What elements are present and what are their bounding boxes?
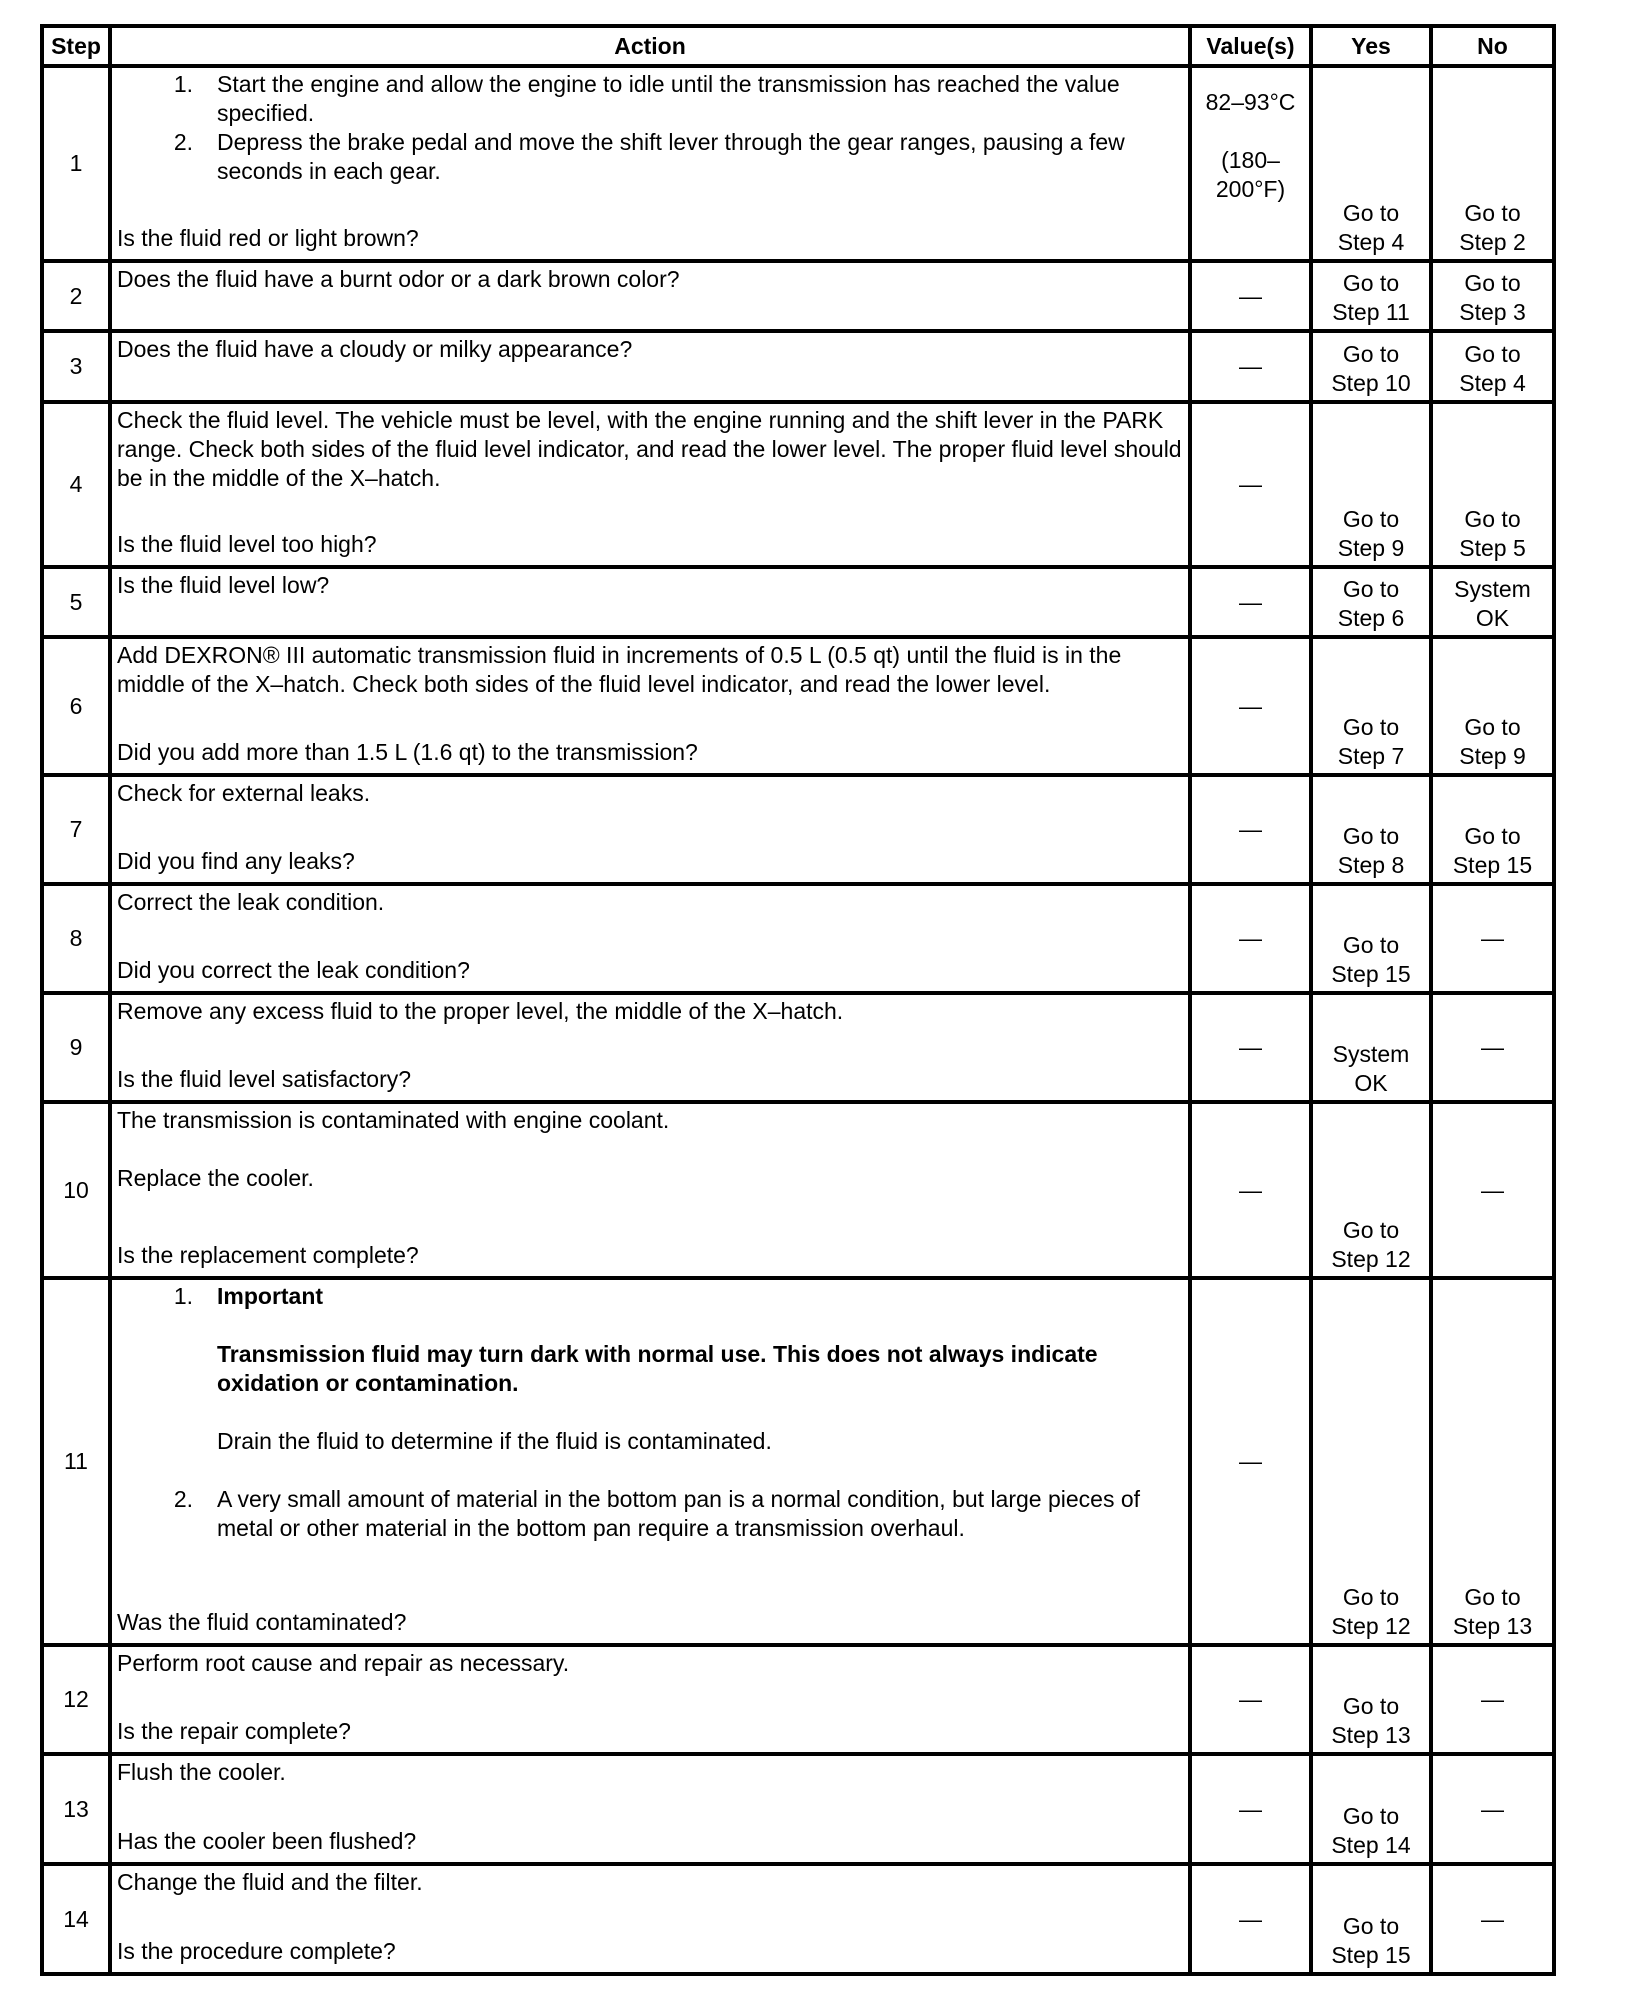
- table-row: [42, 567, 1554, 637]
- action-content: [117, 70, 1183, 253]
- value-cell: —: [1190, 637, 1311, 775]
- value-cell: —: [1190, 1645, 1311, 1754]
- table-row: [42, 1754, 1554, 1864]
- action-text: Correct the leak condition.: [117, 889, 385, 915]
- yes-cell: Go to Step 11: [1311, 261, 1431, 331]
- yes-cell: Go to Step 12: [1311, 1102, 1431, 1278]
- item-subtext: Drain the fluid to determine if the fluid is contaminated.: [217, 1428, 772, 1454]
- action-content: [117, 997, 1183, 1094]
- table-row: [42, 993, 1554, 1102]
- step-number: 3: [42, 331, 110, 402]
- blank-line: [117, 808, 1183, 837]
- blank-line: [117, 1026, 1183, 1055]
- blank-line: [117, 917, 1183, 946]
- action-cell: [110, 1864, 1190, 1974]
- step-number: 11: [42, 1278, 110, 1645]
- value-cell: —: [1190, 1102, 1311, 1278]
- header-no: No: [1431, 26, 1554, 66]
- no-cell: —: [1431, 884, 1554, 993]
- blank-line: [117, 1193, 1183, 1222]
- blank-line: [117, 1787, 1183, 1816]
- numbered-item: [117, 128, 1183, 186]
- no-cell: —: [1431, 1754, 1554, 1864]
- value-cell: 82–93°C (180– 200°F): [1190, 66, 1311, 261]
- action-text: Add DEXRON® III automatic transmission fluid in increments of 0.5 L (0.5 qt) until the fluid is in the middle of the X–hatch. Check both sides of the fluid level indicator, and read the lower level.: [117, 642, 1122, 697]
- value-cell: —: [1190, 1754, 1311, 1864]
- action-cell: [110, 567, 1190, 637]
- blank-line: [117, 1456, 1183, 1485]
- value-cell: —: [1190, 775, 1311, 884]
- action-text: Is the replacement complete?: [117, 1242, 419, 1268]
- step-number: 14: [42, 1864, 110, 1974]
- yes-cell: System OK: [1311, 993, 1431, 1102]
- header-action: Action: [110, 26, 1190, 66]
- value-cell: —: [1190, 567, 1311, 637]
- blank-line: [117, 1543, 1183, 1572]
- action-body: [117, 1106, 1183, 1222]
- action-cell: [110, 1645, 1190, 1754]
- table-row: [42, 402, 1554, 567]
- table-row: [42, 775, 1554, 884]
- action-body: [117, 1868, 1183, 1926]
- header-row: [42, 26, 1554, 66]
- action-text: The transmission is contaminated with engine coolant.: [117, 1107, 670, 1133]
- table-row: [42, 637, 1554, 775]
- action-text: Flush the cooler.: [117, 1759, 286, 1785]
- action-text: Perform root cause and repair as necessary.: [117, 1650, 570, 1676]
- step-number: 9: [42, 993, 110, 1102]
- action-cell: [110, 261, 1190, 331]
- action-text: Is the fluid red or light brown?: [117, 225, 419, 251]
- table-row: [42, 66, 1554, 261]
- action-cell: [110, 66, 1190, 261]
- action-cell: [110, 1102, 1190, 1278]
- action-body: [117, 1282, 1183, 1572]
- action-text: Is the fluid level too high?: [117, 531, 377, 557]
- action-text: Remove any excess fluid to the proper level, the middle of the X–hatch.: [117, 998, 844, 1024]
- step-number: 10: [42, 1102, 110, 1278]
- action-content: [117, 1282, 1183, 1637]
- yes-cell: Go to Step 12: [1311, 1278, 1431, 1645]
- action-body: [117, 997, 1183, 1055]
- no-cell: —: [1431, 1102, 1554, 1278]
- numbered-item: [117, 1485, 1183, 1543]
- step-number: 7: [42, 775, 110, 884]
- action-cell: [110, 1754, 1190, 1864]
- value-cell: —: [1190, 331, 1311, 402]
- action-cell: [110, 1278, 1190, 1645]
- action-content: [117, 406, 1183, 559]
- table-row: [42, 884, 1554, 993]
- value-cell: —: [1190, 993, 1311, 1102]
- action-text: Is the procedure complete?: [117, 1938, 396, 1964]
- action-text: Change the fluid and the filter.: [117, 1869, 423, 1895]
- action-content: [117, 888, 1183, 985]
- action-text: Did you correct the leak condition?: [117, 957, 470, 983]
- table-row: [42, 1102, 1554, 1278]
- value-cell: —: [1190, 884, 1311, 993]
- action-text: Has the cooler been flushed?: [117, 1828, 417, 1854]
- action-cell: [110, 402, 1190, 567]
- yes-cell: Go to Step 15: [1311, 1864, 1431, 1974]
- step-number: 4: [42, 402, 110, 567]
- step-number: 1: [42, 66, 110, 261]
- action-text: Was the fluid contaminated?: [117, 1609, 407, 1635]
- blank-line: [117, 1135, 1183, 1164]
- item-text: A very small amount of material in the bottom pan is a normal condition, but large pieces of metal or other material in the bottom pan require a transmission overhaul.: [217, 1486, 1141, 1541]
- item-text: Depress the brake pedal and move the shift lever through the gear ranges, pausing a few seconds in each gear.: [217, 129, 1125, 184]
- action-content: [117, 1649, 1183, 1746]
- step-number: 12: [42, 1645, 110, 1754]
- no-cell: Go to Step 13: [1431, 1278, 1554, 1645]
- action-body: [117, 1758, 1183, 1816]
- yes-cell: Go to Step 9: [1311, 402, 1431, 567]
- no-cell: Go to Step 15: [1431, 775, 1554, 884]
- action-content: [117, 641, 1183, 767]
- action-content: [117, 1868, 1183, 1966]
- header-step: Step: [42, 26, 110, 66]
- action-text: Replace the cooler.: [117, 1165, 314, 1191]
- numbered-item: [117, 70, 1183, 128]
- table-row: [42, 331, 1554, 402]
- no-cell: Go to Step 4: [1431, 331, 1554, 402]
- yes-cell: Go to Step 6: [1311, 567, 1431, 637]
- yes-cell: Go to Step 13: [1311, 1645, 1431, 1754]
- no-cell: —: [1431, 1645, 1554, 1754]
- item-text: Important: [217, 1283, 324, 1309]
- table-row: [42, 1278, 1554, 1645]
- value-cell: —: [1190, 402, 1311, 567]
- table-row: [42, 261, 1554, 331]
- action-text: Does the fluid have a cloudy or milky appearance?: [117, 336, 633, 362]
- yes-cell: Go to Step 10: [1311, 331, 1431, 402]
- blank-line: [117, 1678, 1183, 1707]
- action-text: Is the repair complete?: [117, 1718, 351, 1744]
- blank-line: [117, 493, 1183, 522]
- action-text: Is the fluid level satisfactory?: [117, 1066, 412, 1092]
- item-number: 1.: [173, 1283, 193, 1309]
- no-cell: —: [1431, 993, 1554, 1102]
- no-cell: —: [1431, 1864, 1554, 1974]
- value-cell: —: [1190, 261, 1311, 331]
- action-cell: [110, 993, 1190, 1102]
- yes-cell: Go to Step 4: [1311, 66, 1431, 261]
- action-cell: [110, 331, 1190, 402]
- action-text: Did you find any leaks?: [117, 848, 355, 874]
- action-body: [117, 406, 1183, 522]
- action-content: [117, 779, 1183, 876]
- table-row: [42, 1864, 1554, 1974]
- action-text: Check for external leaks.: [117, 780, 371, 806]
- action-text: Check the fluid level. The vehicle must be level, with the engine running and the shift lever in the PARK range. Check both sides of the fluid level indicator, and read the lower level. The proper fluid level should be in the middle of the X–hatch.: [117, 407, 1182, 491]
- step-number: 5: [42, 567, 110, 637]
- action-body: [117, 1649, 1183, 1707]
- action-body: [117, 70, 1183, 215]
- action-content: [117, 1106, 1183, 1270]
- step-number: 13: [42, 1754, 110, 1864]
- action-text: Is the fluid level low?: [117, 572, 330, 598]
- action-text: Does the fluid have a burnt odor or a dark brown color?: [117, 266, 680, 292]
- item-number: 2.: [173, 1486, 193, 1512]
- action-body: [117, 641, 1183, 728]
- yes-cell: Go to Step 14: [1311, 1754, 1431, 1864]
- blank-line: [117, 699, 1183, 728]
- table-row: [42, 1645, 1554, 1754]
- no-cell: Go to Step 9: [1431, 637, 1554, 775]
- diagnostic-table: [40, 24, 1556, 1976]
- item-number: 1.: [173, 71, 193, 97]
- step-number: 6: [42, 637, 110, 775]
- numbered-item: [117, 1282, 1183, 1311]
- value-cell: —: [1190, 1864, 1311, 1974]
- action-body: [117, 888, 1183, 946]
- item-number: 2.: [173, 129, 193, 155]
- value-cell: —: [1190, 1278, 1311, 1645]
- no-cell: Go to Step 5: [1431, 402, 1554, 567]
- header-values: Value(s): [1190, 26, 1311, 66]
- header-yes: Yes: [1311, 26, 1431, 66]
- yes-cell: Go to Step 8: [1311, 775, 1431, 884]
- yes-cell: Go to Step 7: [1311, 637, 1431, 775]
- no-cell: Go to Step 2: [1431, 66, 1554, 261]
- action-content: [117, 1758, 1183, 1856]
- item-text: Start the engine and allow the engine to idle until the transmission has reached the value specified.: [217, 71, 1120, 126]
- blank-line: [117, 1897, 1183, 1926]
- blank-line: [117, 1398, 1183, 1427]
- action-cell: [110, 637, 1190, 775]
- no-cell: Go to Step 3: [1431, 261, 1554, 331]
- action-cell: [110, 775, 1190, 884]
- action-text: Did you add more than 1.5 L (1.6 qt) to the transmission?: [117, 739, 698, 765]
- action-body: [117, 779, 1183, 837]
- step-number: 8: [42, 884, 110, 993]
- blank-line: [117, 186, 1183, 215]
- step-number: 2: [42, 261, 110, 331]
- action-cell: [110, 884, 1190, 993]
- yes-cell: Go to Step 15: [1311, 884, 1431, 993]
- blank-line: [117, 1311, 1183, 1340]
- item-subtext: Transmission fluid may turn dark with normal use. This does not always indicate oxidation or contamination.: [217, 1341, 1098, 1396]
- no-cell: System OK: [1431, 567, 1554, 637]
